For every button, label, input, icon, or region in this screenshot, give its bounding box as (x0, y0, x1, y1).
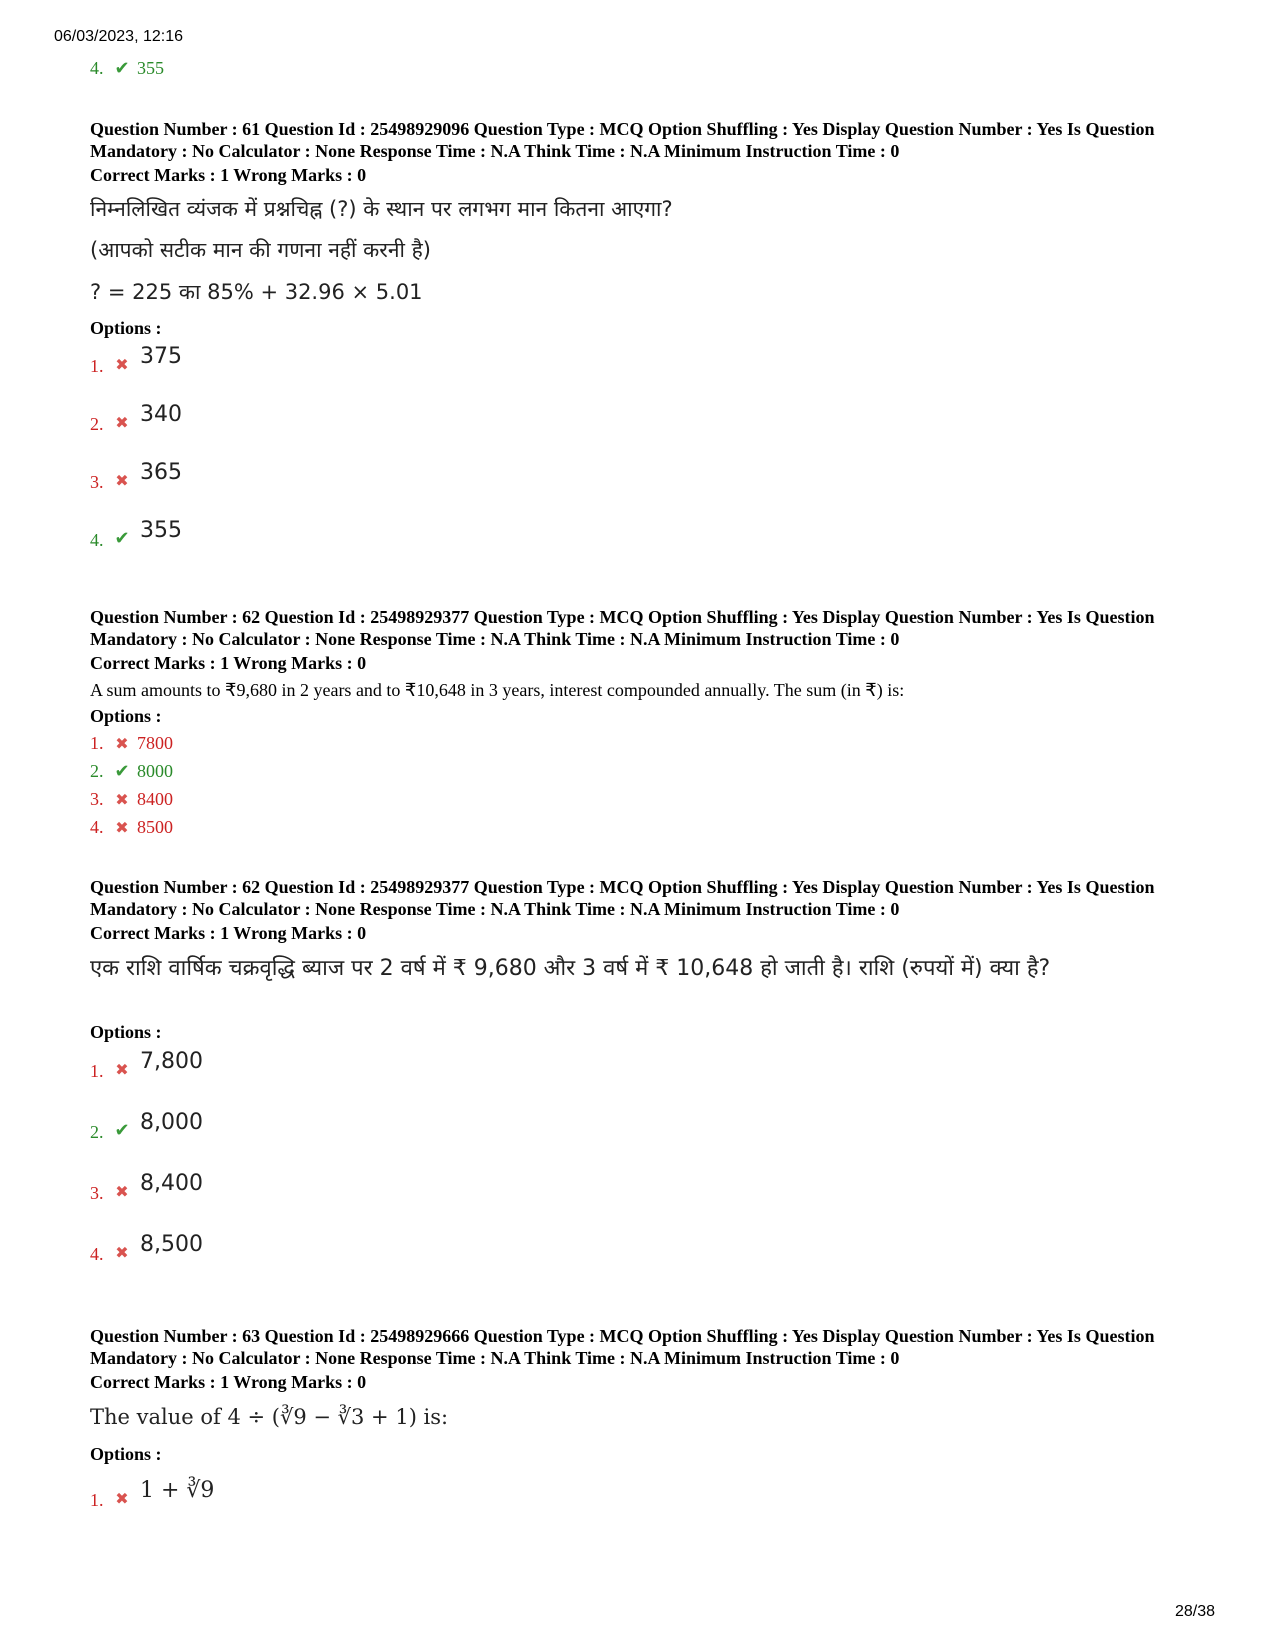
option-number: 3. (90, 789, 104, 809)
cross-icon: ✖ (115, 790, 129, 809)
option-number: 2. (90, 761, 104, 781)
cross-icon: ✖ (115, 355, 129, 374)
option-number: 1. (90, 733, 104, 753)
question-61-option-3 (90, 460, 182, 492)
option-value: 1 + ∛9 (140, 1478, 215, 1503)
option-value: 340 (140, 402, 182, 427)
question-63-text: The value of 4 ÷ (∛9 − ∛3 + 1) is: (90, 1405, 449, 1429)
question-62-en-option-2 (90, 761, 173, 782)
option-value: 7800 (137, 733, 173, 753)
question-63-marks: Correct Marks : 1 Wrong Marks : 0 (90, 1372, 367, 1392)
option-value: 8,400 (140, 1171, 203, 1196)
check-icon: ✔ (114, 1120, 130, 1141)
question-61-option-4 (90, 518, 182, 550)
question-62-en-meta: Question Number : 62 Question Id : 25498929377 Question Type : MCQ Option Shuffling : Yes Display Question Number : Yes Is Question Mandatory : No Calculator : None Response Time : N.A Think Time : N.A Minimum Instruction Time : 0 (90, 607, 1155, 649)
option-value: 8,500 (140, 1232, 203, 1257)
option-value: 355 (137, 58, 164, 78)
question-61-text-line1: निम्नलिखित व्यंजक में प्रश्नचिह्न (?) के स्थान पर लगभग मान कितना आएगा? (90, 197, 673, 221)
question-61-meta: Question Number : 61 Question Id : 25498929096 Question Type : MCQ Option Shuffling : Yes Display Question Number : Yes Is Question Mandatory : No Calculator : None Response Time : N.A Think Time : N.A Minimum Instruction Time : 0 (90, 119, 1155, 161)
option-number: 1. (90, 356, 104, 376)
check-icon: ✔ (114, 761, 130, 782)
question-61-expression: ? = 225 का 85% + 32.96 × 5.01 (90, 280, 423, 304)
cross-icon: ✖ (115, 1489, 129, 1508)
question-62-hi-options-label: Options : (90, 1022, 162, 1042)
option-value: 8400 (137, 789, 173, 809)
option-number: 3. (90, 1183, 104, 1203)
cross-icon: ✖ (115, 734, 129, 753)
option-value: 355 (140, 518, 182, 543)
question-62-hi-option-2 (90, 1110, 203, 1142)
question-62-en-option-1 (90, 733, 173, 754)
question-62-hi-option-3 (90, 1171, 203, 1203)
option-number: 1. (90, 1061, 104, 1081)
question-62-hi-meta: Question Number : 62 Question Id : 25498929377 Question Type : MCQ Option Shuffling : Yes Display Question Number : Yes Is Question Mandatory : No Calculator : None Response Time : N.A Think Time : N.A Minimum Instruction Time : 0 (90, 877, 1155, 919)
option-number: 4. (90, 817, 104, 837)
option-number: 1. (90, 1490, 104, 1510)
cross-icon: ✖ (115, 413, 129, 432)
cross-icon: ✖ (115, 818, 129, 837)
question-62-en-option-4 (90, 817, 173, 838)
question-63-options-label: Options : (90, 1444, 162, 1464)
cross-icon: ✖ (115, 1243, 129, 1262)
question-61-options-label: Options : (90, 318, 162, 338)
option-number: 3. (90, 472, 104, 492)
cross-icon: ✖ (115, 1060, 129, 1079)
question-62-en-marks: Correct Marks : 1 Wrong Marks : 0 (90, 653, 367, 673)
prev-option-4 (90, 58, 164, 79)
cross-icon: ✖ (115, 471, 129, 490)
option-value: 365 (140, 460, 182, 485)
question-62-hi-option-1 (90, 1049, 203, 1081)
question-62-en-text: A sum amounts to ₹9,680 in 2 years and to ₹10,648 in 3 years, interest compounded annually. The sum (in ₹) is: (90, 680, 905, 700)
question-61-option-2 (90, 402, 182, 434)
question-62-en-options-label: Options : (90, 706, 162, 726)
option-number: 2. (90, 1122, 104, 1142)
question-62-hi-marks: Correct Marks : 1 Wrong Marks : 0 (90, 923, 367, 943)
question-61-text-line2: (आपको सटीक मान की गणना नहीं करनी है) (90, 238, 431, 262)
question-61-option-1 (90, 344, 182, 376)
question-62-hi-option-4 (90, 1232, 203, 1264)
page-number: 28/38 (1175, 1603, 1216, 1620)
question-62-hi-text: एक राशि वार्षिक चक्रवृद्धि ब्याज पर 2 वर्ष में ₹ 9,680 और 3 वर्ष में ₹ 10,648 हो जाती है। राशि (रुपयों में) क्या है? (90, 956, 1051, 981)
option-value: 8500 (137, 817, 173, 837)
option-value: 8,000 (140, 1110, 203, 1135)
option-number: 2. (90, 414, 104, 434)
print-timestamp: 06/03/2023, 12:16 (54, 28, 184, 45)
question-63-option-1 (90, 1478, 215, 1510)
question-61-marks: Correct Marks : 1 Wrong Marks : 0 (90, 165, 367, 185)
option-value: 7,800 (140, 1049, 203, 1074)
option-value: 375 (140, 344, 182, 369)
option-value: 8000 (137, 761, 173, 781)
cross-icon: ✖ (115, 1182, 129, 1201)
option-number: 4. (90, 530, 104, 550)
option-number: 4. (90, 1244, 104, 1264)
option-number: 4. (90, 58, 104, 78)
check-icon: ✔ (114, 528, 130, 549)
check-icon: ✔ (114, 58, 130, 79)
question-62-en-option-3 (90, 789, 173, 810)
question-63-meta: Question Number : 63 Question Id : 25498929666 Question Type : MCQ Option Shuffling : Yes Display Question Number : Yes Is Question Mandatory : No Calculator : None Response Time : N.A Think Time : N.A Minimum Instruction Time : 0 (90, 1326, 1155, 1368)
